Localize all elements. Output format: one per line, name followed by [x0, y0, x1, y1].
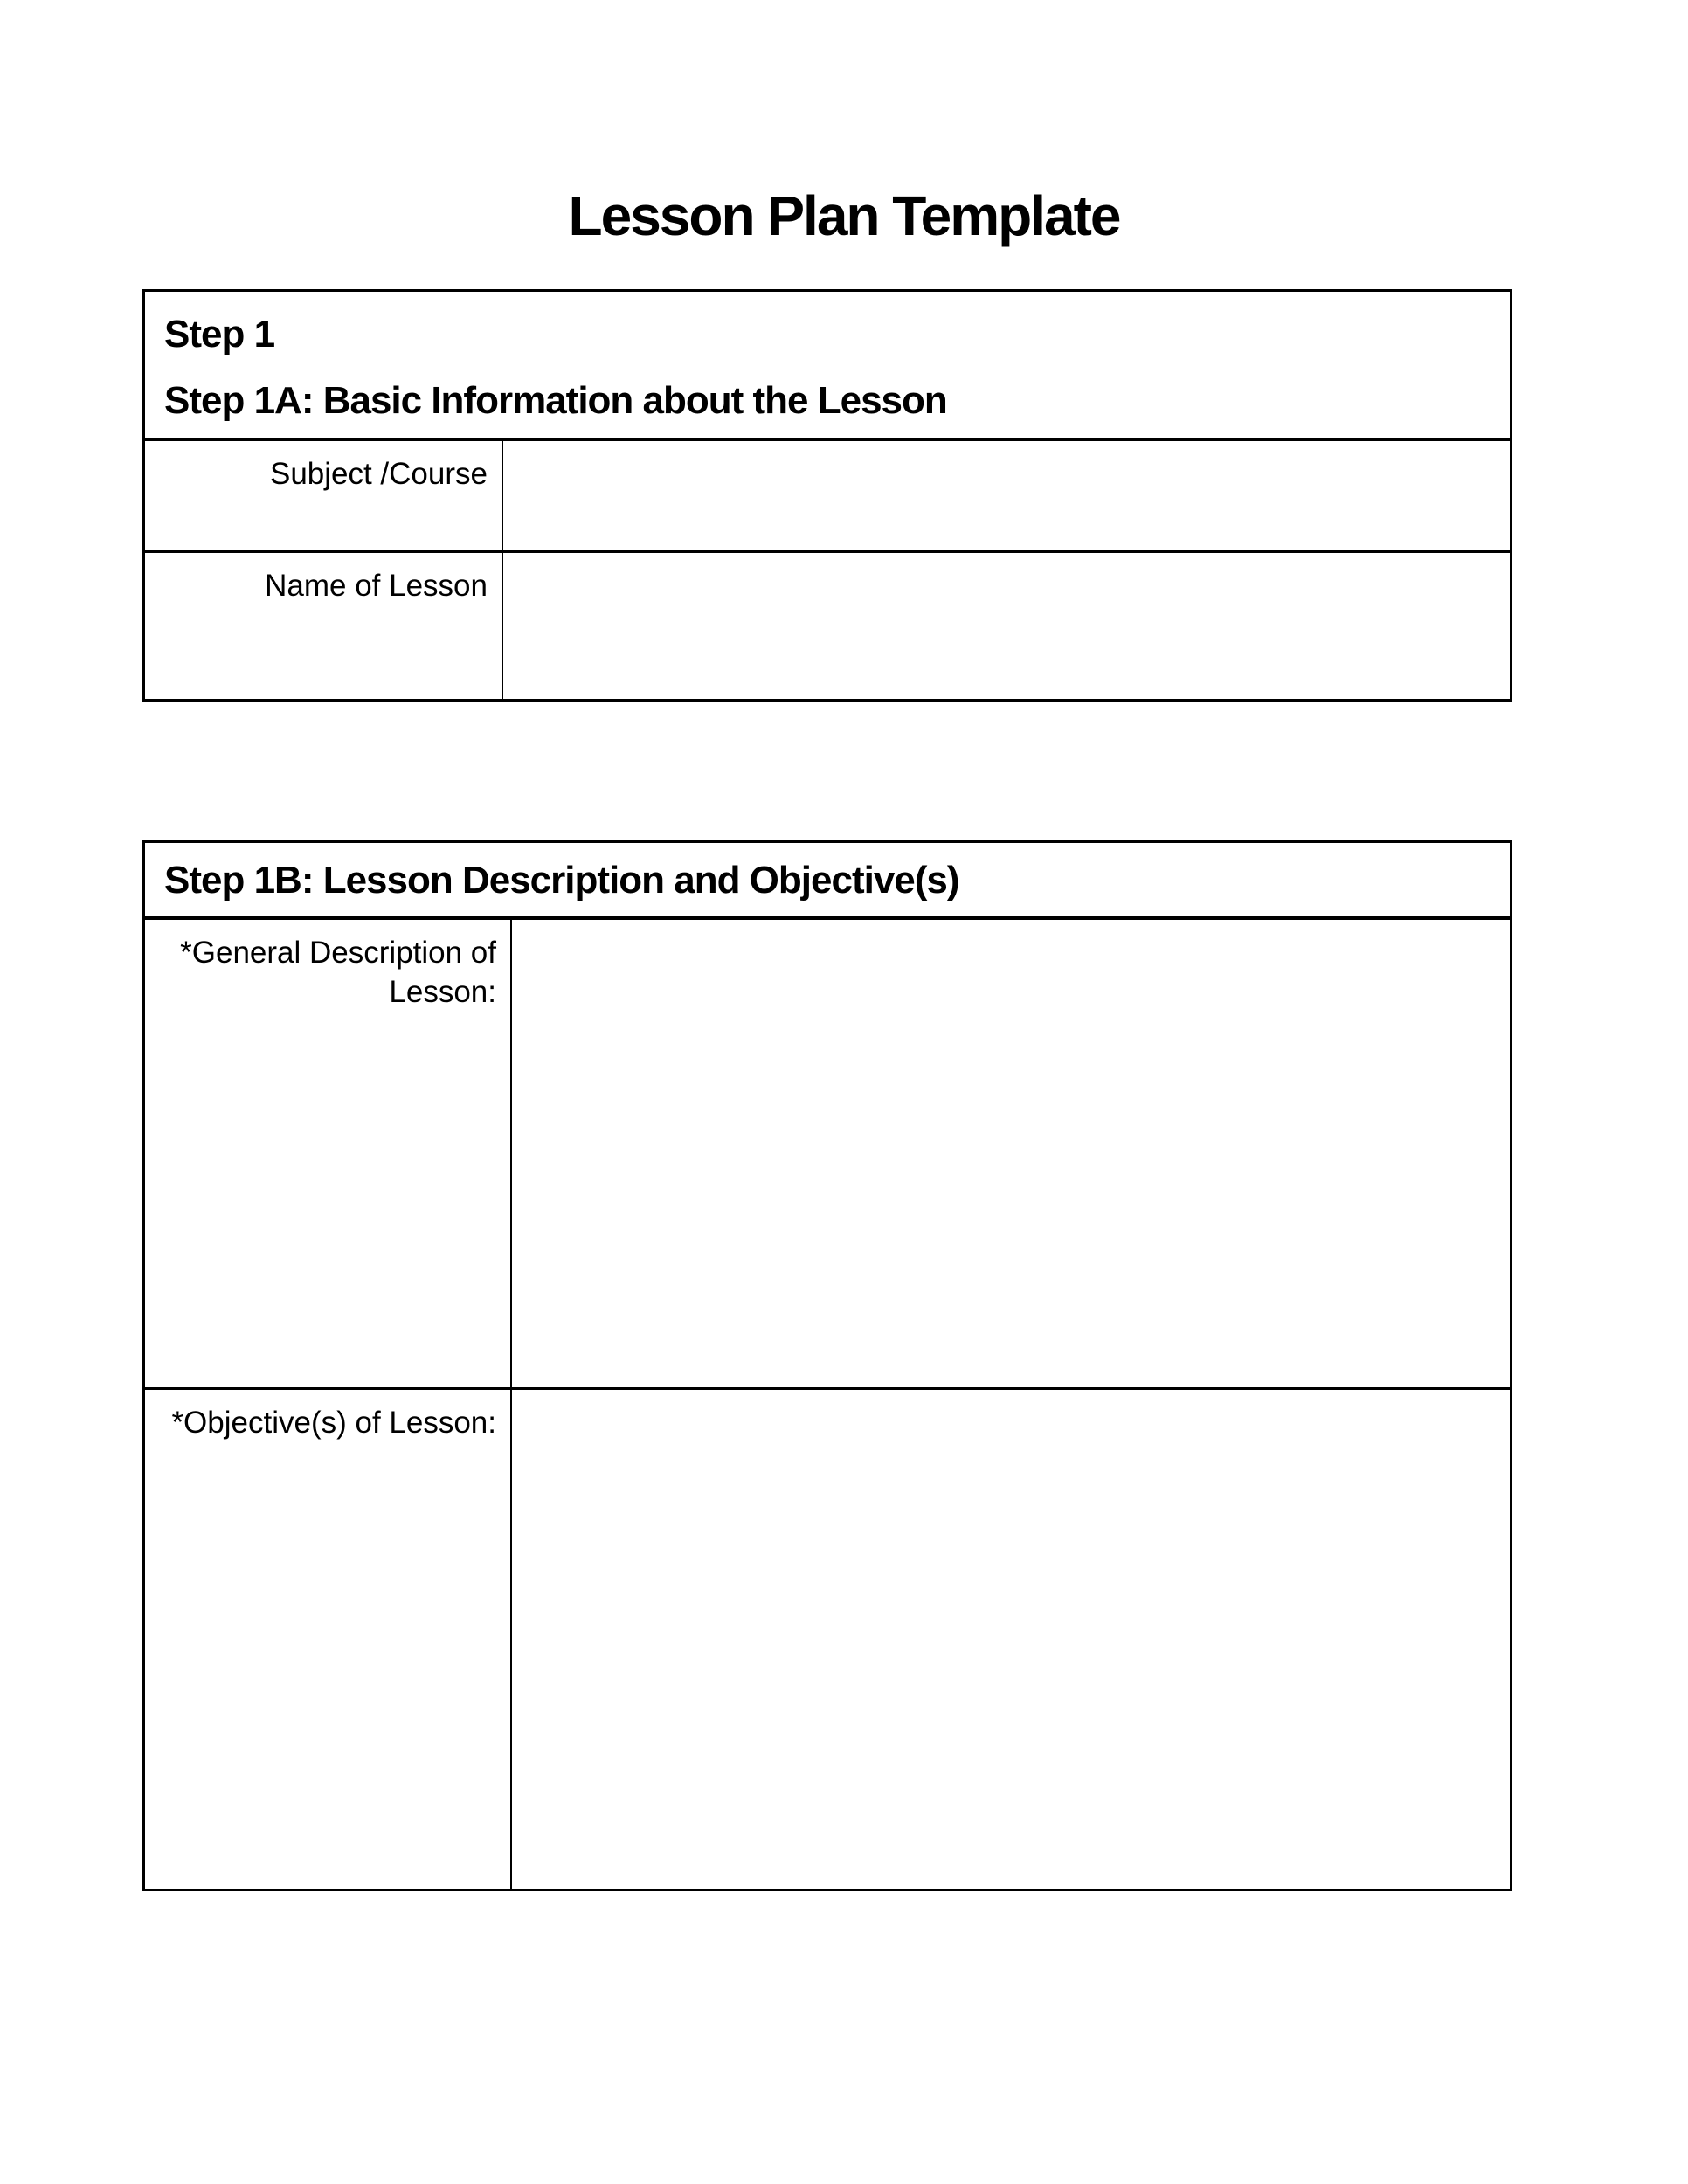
- step1-basic-info-table: [142, 289, 1512, 702]
- objectives-field[interactable]: [512, 1390, 1510, 1889]
- name-of-lesson-field[interactable]: [503, 553, 1510, 699]
- step1b-table-header: [145, 843, 1510, 920]
- step1-heading: Step 1: [164, 313, 275, 356]
- objectives-label: *Objective(s) of Lesson:: [145, 1390, 512, 1889]
- table-row: [145, 553, 1510, 699]
- name-of-lesson-label: Name of Lesson: [145, 553, 503, 699]
- step1-table-header: [145, 292, 1510, 441]
- step1b-description-objectives-table: [142, 840, 1512, 1891]
- table-row: [145, 920, 1510, 1390]
- step1b-heading: Step 1B: Lesson Description and Objective(s): [164, 859, 959, 902]
- table-row: [145, 441, 1510, 553]
- general-description-field[interactable]: [512, 920, 1510, 1387]
- page-title: Lesson Plan Template: [568, 184, 1120, 247]
- step1a-heading: Step 1A: Basic Information about the Lesson: [164, 379, 947, 422]
- subject-course-field[interactable]: [503, 441, 1510, 550]
- table-row: [145, 1390, 1510, 1889]
- general-description-label: *General Description of Lesson:: [145, 920, 512, 1387]
- subject-course-label: Subject /Course: [145, 441, 503, 550]
